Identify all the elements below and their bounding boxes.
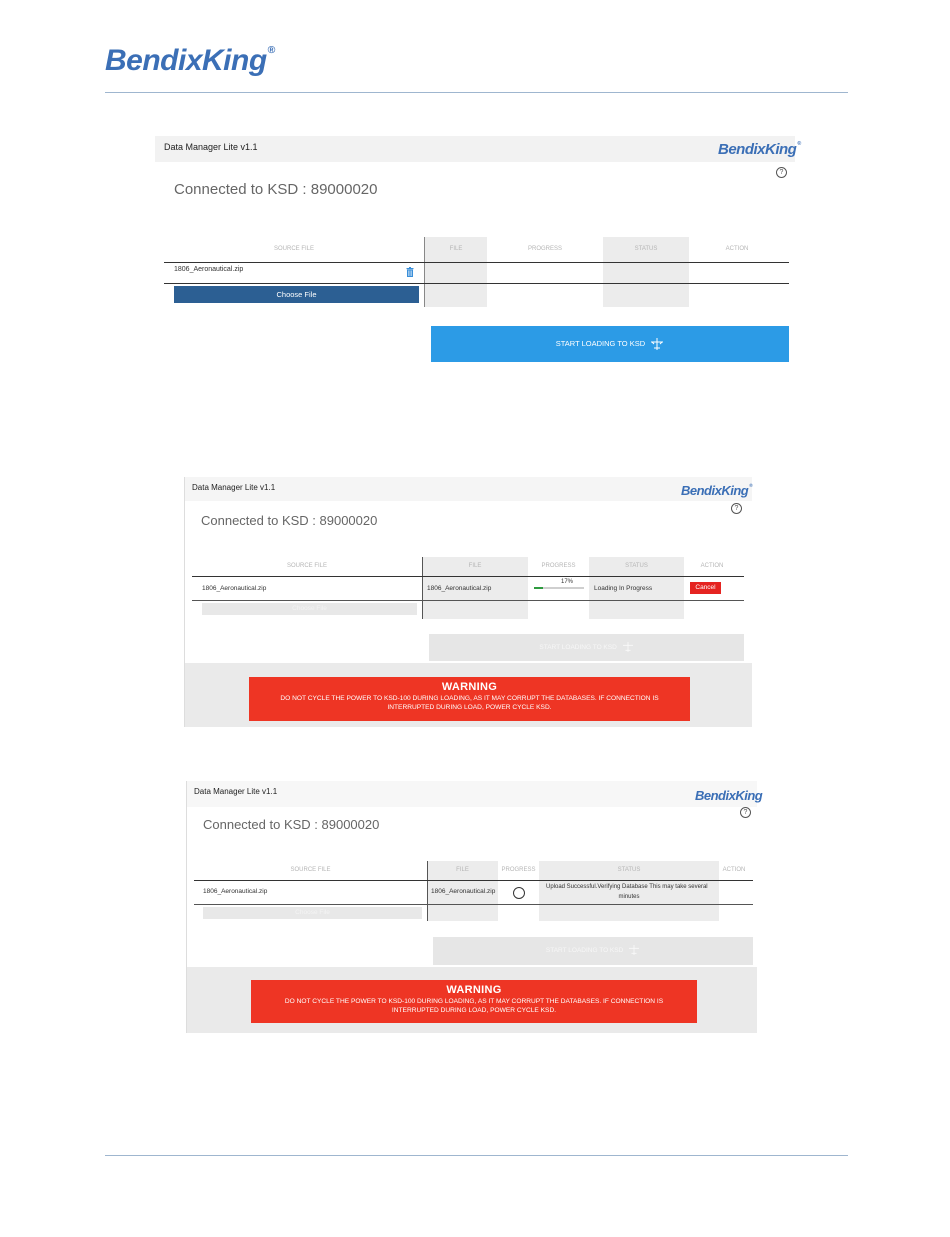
warning-line-1: DO NOT CYCLE THE POWER TO KSD-100 DURING LOADING, AS IT MAY CORRUPT THE DATABASES. IF CONNECTION IS bbox=[284, 998, 664, 1005]
progress-bar-fill bbox=[534, 587, 543, 589]
header-progress: PROGRESS bbox=[527, 246, 562, 252]
screenshot-idle bbox=[155, 136, 801, 368]
choose-file-button: Choose File bbox=[202, 603, 417, 615]
airplane-icon bbox=[628, 945, 640, 955]
choose-file-button[interactable]: Choose File bbox=[174, 286, 419, 303]
progress-percent: 17% bbox=[561, 579, 574, 585]
screenshot-loading bbox=[184, 477, 752, 727]
start-loading-button bbox=[429, 634, 744, 661]
source-file-name: 1806_Aeronautical.zip bbox=[202, 585, 267, 592]
header-status: STATUS bbox=[617, 867, 641, 873]
start-loading-label: START LOADING TO KSD bbox=[555, 339, 646, 348]
source-file-name: 1806_Aeronautical.zip bbox=[203, 888, 268, 895]
app-brand-text: BendixKing bbox=[695, 788, 763, 803]
row-rule bbox=[194, 904, 753, 905]
header-source-file: SOURCE FILE bbox=[273, 246, 314, 252]
loaded-file-name: 1806_Aeronautical.zip bbox=[431, 888, 496, 895]
warning-banner bbox=[251, 980, 697, 1023]
connection-status: Connected to KSD : 89000020 bbox=[201, 513, 378, 528]
warning-line-1: DO NOT CYCLE THE POWER TO KSD-100 DURING LOADING, AS IT MAY CORRUPT THE DATABASES. IF CONNECTION IS bbox=[280, 695, 659, 702]
trash-icon[interactable] bbox=[406, 267, 414, 277]
page-logo bbox=[105, 44, 275, 78]
start-loading-label: START LOADING TO KSD bbox=[539, 644, 617, 651]
help-icon[interactable]: ? bbox=[740, 807, 751, 818]
warning-line-2: INTERRUPTED DURING LOAD, POWER CYCLE KSD. bbox=[387, 704, 552, 711]
warning-title: WARNING bbox=[446, 984, 502, 996]
header-action: ACTION bbox=[725, 246, 749, 252]
page-logo-text: BendixKing bbox=[105, 44, 267, 77]
app-brand-text: BendixKing bbox=[681, 483, 749, 498]
header-status: STATUS bbox=[634, 246, 658, 252]
airplane-icon bbox=[622, 642, 634, 652]
registered-mark-icon: ® bbox=[749, 483, 753, 488]
app-brand-text: BendixKing bbox=[718, 141, 797, 158]
connection-status: Connected to KSD : 89000020 bbox=[174, 181, 378, 198]
help-icon[interactable]: ? bbox=[776, 167, 787, 178]
help-icon[interactable]: ? bbox=[731, 503, 742, 514]
app-brand-logo bbox=[718, 141, 801, 158]
loading-spinner-icon bbox=[513, 887, 525, 899]
status-text-line-2: minutes bbox=[618, 894, 640, 900]
header-rule bbox=[164, 262, 789, 263]
warning-title: WARNING bbox=[441, 681, 498, 693]
connection-status: Connected to KSD : 89000020 bbox=[203, 817, 380, 832]
loaded-file-name: 1806_Aeronautical.zip bbox=[427, 585, 492, 592]
start-loading-label: START LOADING TO KSD bbox=[545, 947, 624, 954]
status-text: Loading In Progress bbox=[594, 585, 653, 592]
header-progress: PROGRESS bbox=[501, 867, 536, 873]
row-rule bbox=[164, 283, 789, 284]
header-action: ACTION bbox=[722, 867, 746, 873]
app-brand-logo bbox=[695, 788, 762, 803]
app-title: Data Manager Lite v1.1 bbox=[164, 142, 258, 152]
app-title: Data Manager Lite v1.1 bbox=[192, 483, 276, 492]
choose-file-button: Choose File bbox=[203, 907, 422, 919]
registered-mark-icon: ® bbox=[267, 44, 275, 56]
screenshot-verifying bbox=[186, 781, 763, 1033]
footer-rule bbox=[105, 1155, 848, 1156]
header-file: FILE bbox=[449, 246, 463, 252]
header-rule bbox=[194, 880, 753, 881]
header-file: FILE bbox=[456, 867, 469, 873]
header-progress: PROGRESS bbox=[541, 563, 576, 569]
row-rule bbox=[192, 600, 744, 601]
header-action: ACTION bbox=[700, 563, 724, 569]
progress-bar bbox=[534, 587, 584, 589]
airplane-icon bbox=[650, 338, 664, 350]
header-rule bbox=[105, 92, 848, 93]
start-loading-button[interactable] bbox=[431, 326, 789, 362]
warning-banner bbox=[249, 677, 690, 721]
header-status: STATUS bbox=[625, 563, 648, 569]
warning-line-2: INTERRUPTED DURING LOAD, POWER CYCLE KSD. bbox=[391, 1007, 557, 1014]
cancel-button[interactable]: Cancel bbox=[690, 582, 721, 594]
start-loading-button bbox=[433, 937, 753, 965]
source-file-name: 1806_Aeronautical.zip bbox=[174, 266, 244, 273]
header-rule bbox=[192, 576, 744, 577]
app-title: Data Manager Lite v1.1 bbox=[194, 787, 278, 796]
header-source-file: SOURCE FILE bbox=[290, 867, 331, 873]
header-source-file: SOURCE FILE bbox=[286, 563, 327, 569]
registered-mark-icon: ® bbox=[797, 141, 801, 147]
header-file: FILE bbox=[468, 563, 482, 569]
status-text-line-1: Upload Successful.Verifying Database This may take several bbox=[546, 884, 708, 890]
app-brand-logo bbox=[681, 483, 752, 498]
